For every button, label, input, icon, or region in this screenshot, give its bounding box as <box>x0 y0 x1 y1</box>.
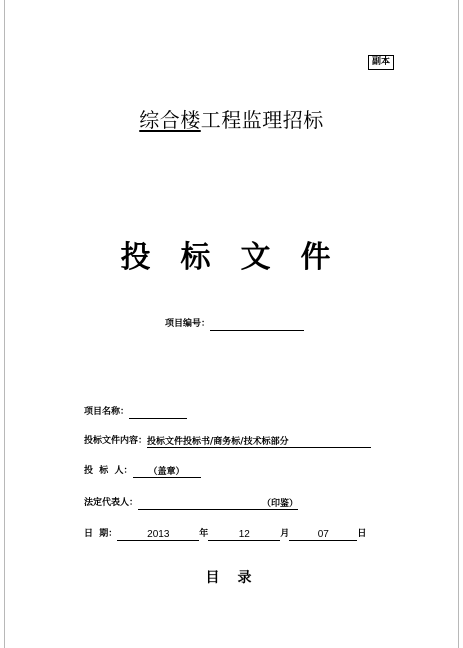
date-month-field: 12 <box>208 530 280 541</box>
project-title-rest: 工程监理招标 <box>200 108 324 132</box>
document-title: 投标文件 <box>120 240 361 275</box>
project-number-field <box>210 320 304 331</box>
date-year-field: 2013 <box>117 530 199 541</box>
toc-title: 目录 <box>205 570 270 586</box>
content-label: 投标文件内容： <box>84 436 148 446</box>
content-field: 投标文件投标书/商务标/技术标部分 <box>147 437 371 448</box>
legal-rep-row <box>84 496 298 510</box>
project-number-row <box>165 317 304 331</box>
date-label: 日 期： <box>84 529 118 539</box>
date-year-unit: 年 <box>199 529 209 539</box>
bidder-row <box>84 464 201 478</box>
project-name-row <box>84 405 187 419</box>
content-row <box>84 434 371 448</box>
date-row <box>84 527 366 541</box>
project-name-label: 项目名称： <box>84 407 130 417</box>
bidder-field: （盖章） <box>133 467 201 478</box>
page-border-right <box>458 0 459 648</box>
date-day-field: 07 <box>289 530 357 541</box>
project-number-label: 项目编号： <box>165 319 211 329</box>
bidder-label: 投 标 人： <box>84 466 133 476</box>
copy-badge: 副本 <box>368 55 394 70</box>
project-name-field <box>129 408 187 419</box>
legal-rep-field: （印鉴） <box>138 499 298 510</box>
date-day-unit: 日 <box>357 529 367 539</box>
date-month-unit: 月 <box>280 529 290 539</box>
page-border-left <box>4 0 5 648</box>
project-title <box>0 104 463 133</box>
legal-rep-label: 法定代表人： <box>84 498 139 508</box>
project-title-underlined: 综合楼 <box>139 108 201 132</box>
